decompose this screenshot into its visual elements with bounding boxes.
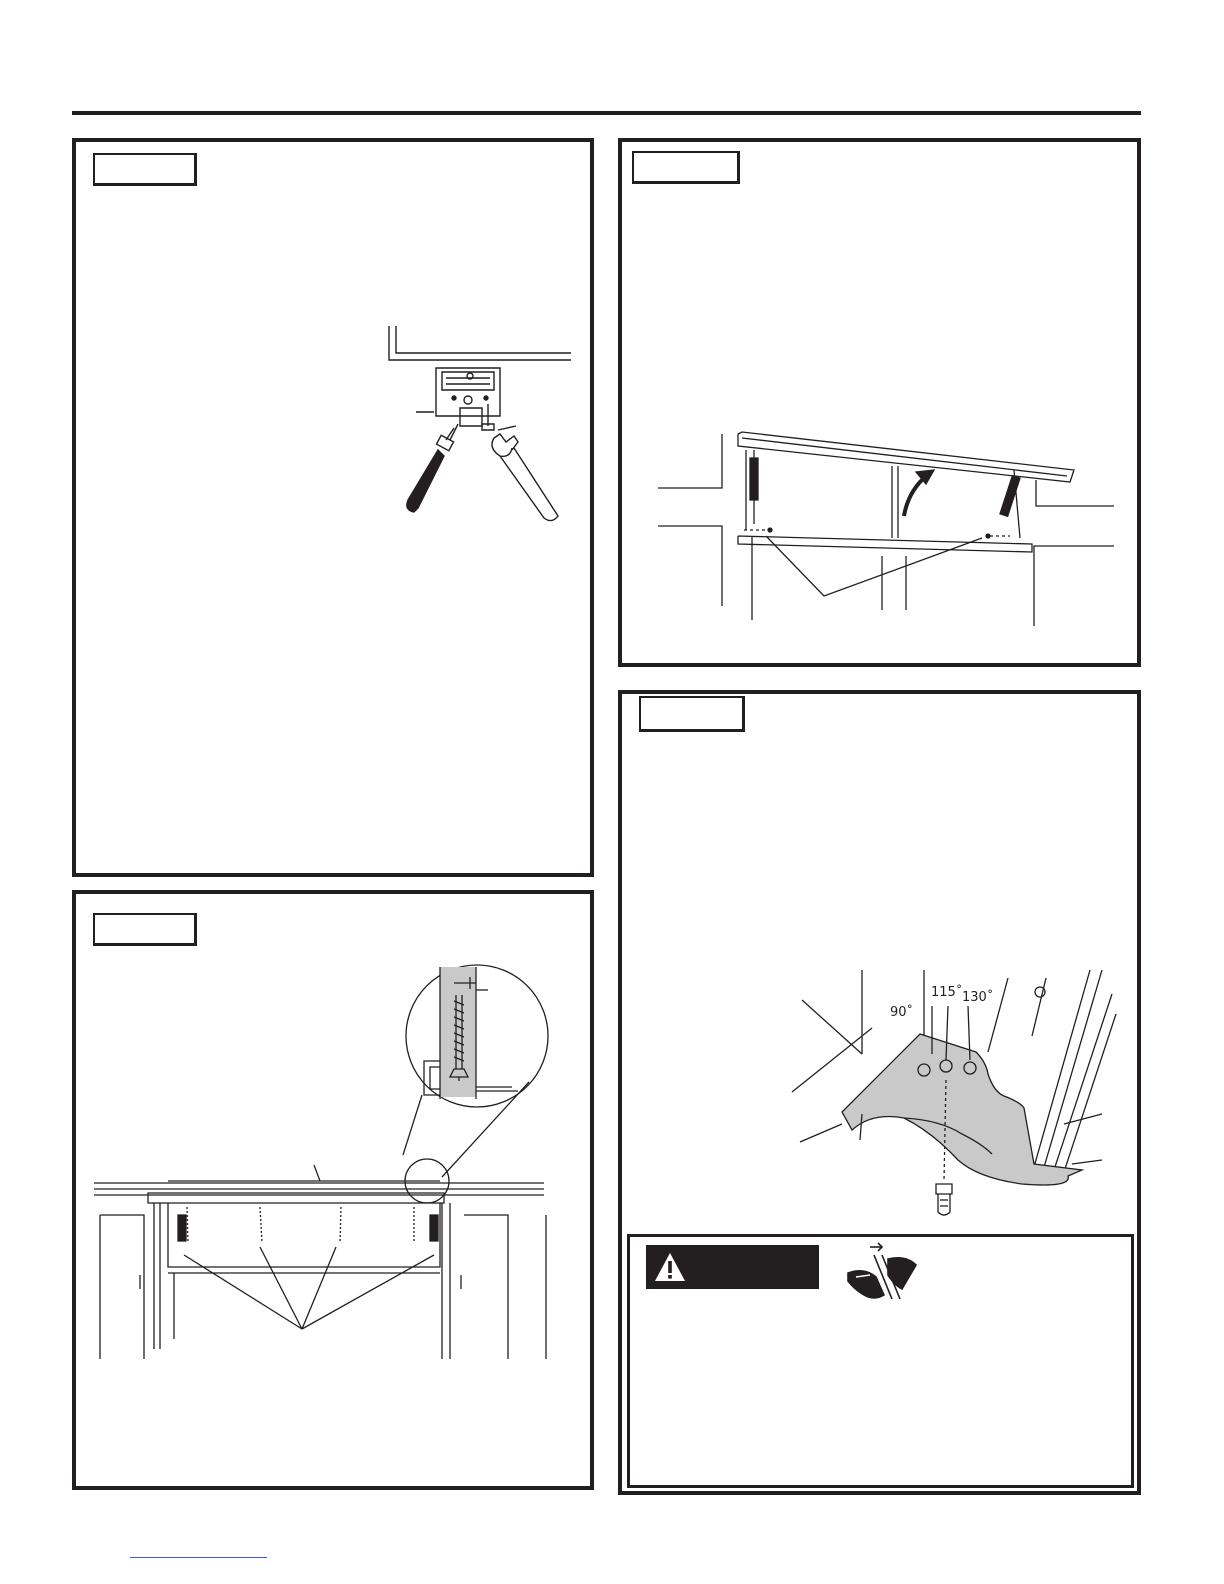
step-panel-bottom-right <box>618 690 1141 1495</box>
angle-label-130: 130˚ <box>962 990 994 1005</box>
door-stop-bracket-illustration <box>772 964 1132 1244</box>
header-rule <box>72 111 1141 115</box>
footer-link-underline[interactable] <box>130 1557 267 1558</box>
step-panel-bottom-left <box>72 890 594 1490</box>
top-trim-screw-illustration <box>94 919 564 1359</box>
warning-box <box>627 1234 1134 1488</box>
exclamation-triangle-icon <box>653 1251 687 1283</box>
step-panel-top-left <box>72 138 594 877</box>
step-panel-top-right <box>618 138 1141 667</box>
hinged-panel-raise-illustration <box>642 420 1122 630</box>
angle-label-115: 115˚ <box>931 985 963 1000</box>
angle-label-90: 90˚ <box>890 1005 914 1020</box>
step-label-box <box>639 696 745 732</box>
warning-badge <box>646 1245 819 1289</box>
step-label-box <box>93 153 197 186</box>
step-label-box <box>632 151 740 184</box>
pinch-hazard-hand-icon <box>844 1237 920 1315</box>
mounting-bracket-screwdriver-wrench-illustration <box>376 322 576 522</box>
